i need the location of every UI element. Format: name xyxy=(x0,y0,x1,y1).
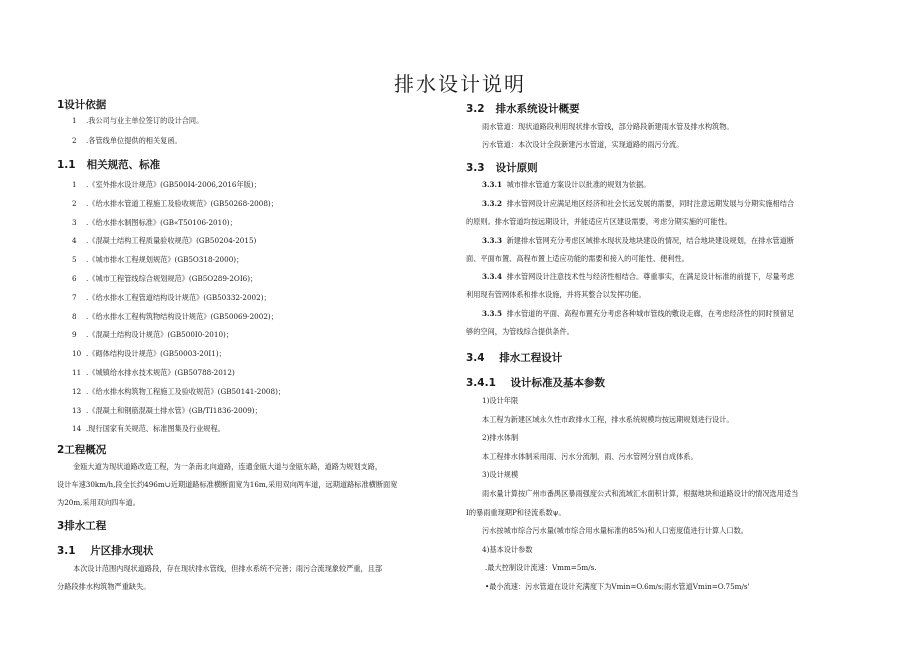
parameter-line: 本工程为新建区域永久性市政排水工程，排水系统规模均按远期规划进行设计。 xyxy=(482,414,734,424)
principle-line xyxy=(482,236,794,246)
principle-number: 3.3.4 xyxy=(482,272,503,281)
standard-item-text: .《城市工程管线综合规划规范》(GB5O289-2OI6)； xyxy=(86,274,258,283)
principle-line xyxy=(466,217,732,227)
principle-text: 够的空间，为管线综合提供条件。 xyxy=(466,326,574,336)
parameter-line: 3)设计规模 xyxy=(482,470,519,480)
status-line: 本次设计范围内现状道路段，存在现状排水管线，但排水系统不完善；雨污合流现象较严重，且部 xyxy=(73,564,383,573)
standard-item-number: 2 xyxy=(72,198,77,208)
standard-item-text: .《混凝土结构工程质量验收规范》(GB50204-2015) xyxy=(86,236,257,246)
principle-text: 城市排水管道方案设计以批准的规划为依据。 xyxy=(506,180,651,189)
summary-line: 污水管道：本次设计全段新建污水管道，实现道路的雨污分流。 xyxy=(482,140,684,149)
standard-item-text: .《给水排水工程构筑物结构设计规范》(GB50069-2002)； xyxy=(86,311,278,321)
standard-item-number: 3 xyxy=(72,217,77,227)
principle-line xyxy=(482,180,650,190)
standard-item-text: .《室外排水设计规范》(GB500I4-2006,2016年版)； xyxy=(86,180,261,189)
section-3-2-heading: 3.2 排水系统设计概要 xyxy=(466,103,580,115)
principle-line xyxy=(482,272,794,282)
principle-text: 排水管道的平面、高程布置充分考虑各种城市管线的敷设走廊，在考虑经济性的同时预留足 xyxy=(506,309,795,318)
overview-line: 设计车速30km∕h,段全长约496m∪近期道路标准横断面宽为16m,采用双向两车道，远期道路标准横断面宽 xyxy=(57,480,398,489)
basis-item-number: 1 xyxy=(72,116,77,125)
standard-item-number: 7 xyxy=(72,292,77,302)
principle-text: 面、平面布置、高程布置上适应功能的需要和接入的可能性、便利性。 xyxy=(466,253,689,263)
parameter-line: I的暴雨重现期P和径流系数ψ。 xyxy=(466,507,566,517)
section-3-3-heading: 3.3 设计原则 xyxy=(466,162,538,174)
principle-number: 3.3.3 xyxy=(482,236,503,245)
parameter-line: 1)设计年限 xyxy=(482,396,519,405)
section-1-heading: 1设计依据 xyxy=(57,99,107,111)
standard-item xyxy=(72,274,257,284)
basis-item-text: .各管线单位提供的相关复函。 xyxy=(86,135,182,145)
standard-item-text: .《给水排水管道工程施工及验收规范》(GB50268-2008)； xyxy=(86,198,278,208)
section-1-1-heading: 1.1 相关规范、标准 xyxy=(57,159,161,171)
standard-item-text: .《砌体结构设计规范》(GB50003-20I1)； xyxy=(86,349,226,359)
overview-line: 为20m,采用双向四车道。 xyxy=(57,498,140,507)
standard-item xyxy=(72,255,243,265)
parameter-line: .最大控制设计流速：Vmm=5m∕s. xyxy=(485,563,597,573)
standard-item-number: 12 xyxy=(72,386,82,396)
summary-line: 雨水管道：现状道路段利用现状排水管线，部分路段新建雨水管及排水构筑物。 xyxy=(482,122,734,131)
basis-item-text: .我公司与业主单位签订的设计合同。 xyxy=(86,116,204,125)
standard-item-number: 8 xyxy=(72,311,77,321)
principle-line xyxy=(482,309,794,319)
standard-item-number: 10 xyxy=(72,349,82,359)
standard-item xyxy=(72,330,233,340)
standard-item-number: 13 xyxy=(72,405,82,415)
section-3-4-1-heading: 3.4.1 设计标准及基本参数 xyxy=(466,377,606,389)
page-title: 排水设计说明 xyxy=(394,72,526,96)
overview-line: 金瓯大道为现状道路改造工程，为一条南北向道路，连通金瓯大道与金瓯东路，道路为规划支路， xyxy=(73,462,383,471)
standard-item-number: 5 xyxy=(72,255,77,265)
standard-item-number: 11 xyxy=(72,368,82,377)
section-2-heading: 2工程概况 xyxy=(57,444,107,456)
principle-line xyxy=(466,327,574,337)
parameter-line: 污水按城市综合污水量(城市综合用水量标准的85%)和人口密度值进行计算人口数。 xyxy=(482,526,748,536)
parameter-line: 本工程排水体制采用雨、污水分流制，雨、污水管网分别自成体系。 xyxy=(482,451,698,461)
standard-item xyxy=(72,180,261,190)
basis-item xyxy=(72,136,182,146)
parameter-line: 2)排水体制 xyxy=(482,433,519,443)
principle-number: 3.3.1 xyxy=(482,180,503,189)
standard-item-text: .《给水排水制图标准》(GB«T50106-2010)； xyxy=(86,217,237,227)
standard-item xyxy=(72,236,256,246)
principle-line xyxy=(466,290,646,300)
standard-item-text: .《城市排水工程规划规范》(GB5O318-2000)； xyxy=(86,255,244,265)
standard-item-number: 6 xyxy=(72,274,77,283)
standard-item xyxy=(72,218,237,228)
standard-item xyxy=(72,424,225,434)
standard-item-text: .《城镇给水排水技术规范》(GB50788-2012) xyxy=(86,368,235,377)
status-line: 分路段排水构筑物严重缺失。 xyxy=(57,582,151,591)
principle-text: 排水管网设计应满足地区经济和社会长远发展的需要，同时注意远期发展与分期实施相结合 xyxy=(506,199,795,208)
section-3-heading: 3排水工程 xyxy=(57,520,107,532)
principle-number: 3.3.2 xyxy=(482,199,503,208)
standard-item xyxy=(72,368,235,378)
standard-item-number: 9 xyxy=(72,330,77,340)
parameter-line: •最小流速：污水管道在设计充满度下为Vmin=O.6m∕s;雨水管道Vmin=O.75m∕s' xyxy=(485,582,750,591)
standard-item-text: .现行国家有关规范、标准图集及行业规程。 xyxy=(86,424,225,434)
standard-item xyxy=(72,349,226,359)
parameter-line: 雨水量计算按广州市番禺区暴雨强度公式和流域汇水面积计算，根据地块和道路设计的情况选用适当 xyxy=(482,489,799,498)
principle-text: 的原则。排水管道均按远期设计，并能适应片区建设需要，考虑分期实施的可能性。 xyxy=(466,216,732,226)
standard-item-text: .《混凝土结构设计规范》(GB500I0-2010)； xyxy=(86,330,234,340)
principle-text: 排水管网设计注意技术性与经济性相结合。尊重事实，在满足设计标准的前提下，尽量考虑 xyxy=(506,272,795,281)
principle-number: 3.3.5 xyxy=(482,309,503,318)
section-3-4-heading: 3.4 排水工程设计 xyxy=(466,352,563,364)
standard-item xyxy=(72,406,262,416)
principle-line xyxy=(466,254,689,264)
section-3-1-heading: 3.1 片区排水现状 xyxy=(57,545,154,557)
standard-item xyxy=(72,199,278,209)
standard-item-number: 1 xyxy=(72,180,77,189)
standard-item-text: .《混凝土和钢筋混凝土排水管》(GB/TI1836-2009)； xyxy=(86,405,262,415)
principle-text: 新建排水管网充分考虑区域排水现状及地块建设的情况，结合地块建设规划，在排水管道断 xyxy=(506,236,795,245)
principle-text: 利用现有管网体系和排水设施，并将其整合以发挥功能。 xyxy=(466,289,646,299)
standard-item-text: .《给水排水构筑物工程施工及验收规范》(GB50141-2008)； xyxy=(86,386,286,396)
standard-item xyxy=(72,387,285,397)
standard-item-number: 4 xyxy=(72,236,77,246)
standard-item xyxy=(72,312,278,322)
principle-line xyxy=(482,199,794,209)
standard-item xyxy=(72,293,271,303)
parameter-line: 4)基本设计参数 xyxy=(482,544,533,554)
standard-item-text: .《给水排水工程管道结构设计规范》(GB50332-2002)； xyxy=(86,292,271,302)
basis-item xyxy=(72,116,203,126)
basis-item-number: 2 xyxy=(72,135,77,145)
standard-item-number: 14 xyxy=(72,424,82,434)
